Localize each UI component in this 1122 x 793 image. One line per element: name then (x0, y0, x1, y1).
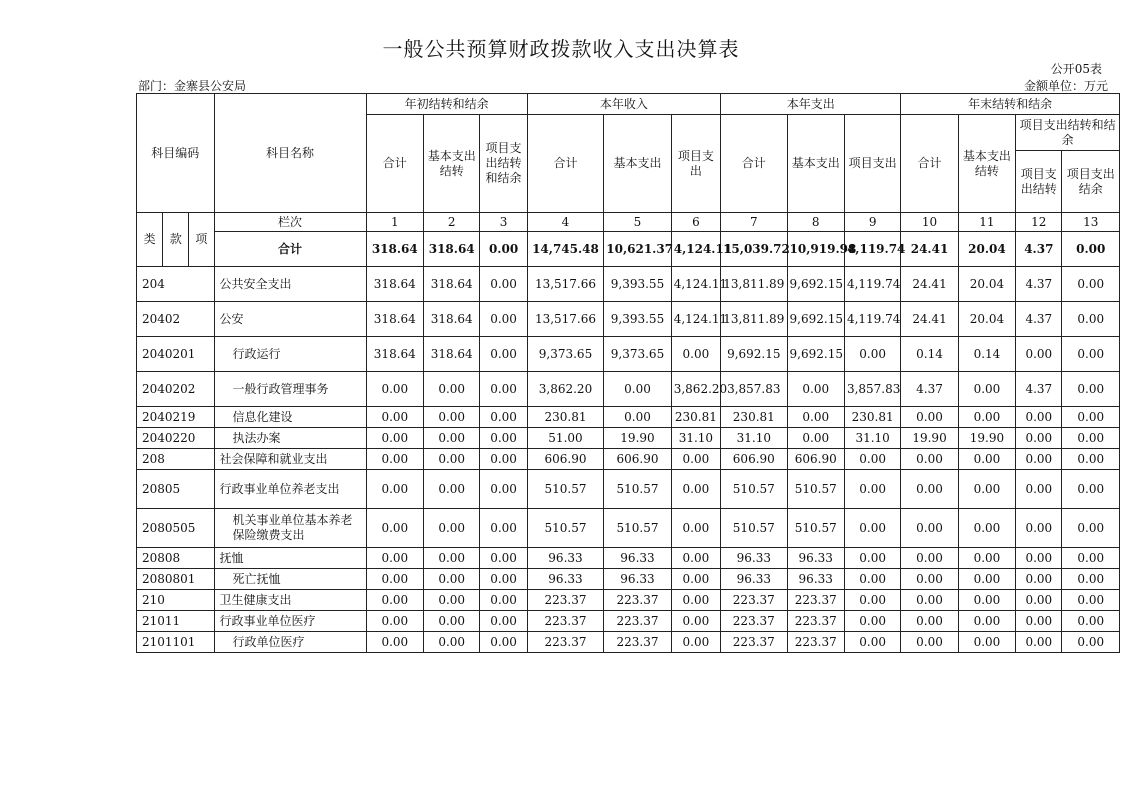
table-row (137, 548, 1120, 569)
row-value: 0.00 (844, 470, 900, 509)
row-value: 0.00 (1062, 548, 1120, 569)
row-value: 13,811.89 (721, 302, 787, 337)
row-value: 4,124.11 (671, 267, 720, 302)
row-value: 0.00 (366, 407, 423, 428)
row-value: 223.37 (527, 632, 604, 653)
row-value: 3,862.20 (671, 372, 720, 407)
row-value: 19.90 (604, 428, 671, 449)
header-begin-project: 项目支出结转和结余 (480, 115, 527, 213)
row-value: 0.00 (424, 470, 480, 509)
header-income-basic: 基本支出 (604, 115, 671, 213)
row-name: 执法办案 (214, 428, 366, 449)
header-end-project-group: 项目支出结转和结余 (1016, 115, 1120, 151)
row-value: 0.00 (671, 632, 720, 653)
table-row (137, 449, 1120, 470)
row-value: 0.00 (958, 407, 1015, 428)
row-value: 4.37 (901, 372, 958, 407)
row-value: 0.00 (480, 302, 527, 337)
row-value: 223.37 (527, 590, 604, 611)
row-code: 204 (137, 267, 215, 302)
row-value: 0.00 (480, 632, 527, 653)
header-end-project-carry: 项目支出结转 (1016, 151, 1062, 213)
row-value: 0.00 (480, 337, 527, 372)
row-value: 0.14 (901, 337, 958, 372)
row-value: 9,373.65 (604, 337, 671, 372)
row-value: 51.00 (527, 428, 604, 449)
row-value: 0.00 (787, 428, 844, 449)
col-number: 4 (527, 213, 604, 232)
row-value: 0.00 (671, 590, 720, 611)
row-code: 20808 (137, 548, 215, 569)
row-value: 0.00 (787, 372, 844, 407)
row-value: 96.33 (527, 548, 604, 569)
row-value: 0.00 (1062, 470, 1120, 509)
row-value: 0.00 (844, 449, 900, 470)
row-code: 2040220 (137, 428, 215, 449)
col-number: 2 (424, 213, 480, 232)
table-row (137, 372, 1120, 407)
row-code: 21011 (137, 611, 215, 632)
row-value: 0.00 (424, 407, 480, 428)
row-value: 0.00 (901, 632, 958, 653)
budget-table (136, 93, 1120, 653)
row-value: 4.37 (1016, 372, 1062, 407)
total-cell: 15,039.72 (721, 232, 787, 267)
row-value: 0.00 (1062, 449, 1120, 470)
row-value: 318.64 (366, 302, 423, 337)
row-value: 0.00 (901, 470, 958, 509)
total-cell: 4,119.74 (844, 232, 900, 267)
row-name: 公安 (214, 302, 366, 337)
row-value: 0.00 (901, 548, 958, 569)
row-value: 24.41 (901, 302, 958, 337)
row-name: 行政事业单位医疗 (214, 611, 366, 632)
total-cell: 318.64 (366, 232, 423, 267)
col-number: 11 (958, 213, 1015, 232)
header-group-expense: 本年支出 (721, 94, 901, 115)
row-value: 318.64 (366, 267, 423, 302)
row-value: 318.64 (424, 302, 480, 337)
row-value: 0.00 (1016, 632, 1062, 653)
row-value: 13,811.89 (721, 267, 787, 302)
header-begin-basic: 基本支出结转 (424, 115, 480, 213)
row-value: 0.00 (366, 470, 423, 509)
header-end-total: 合计 (901, 115, 958, 213)
row-value: 0.00 (671, 611, 720, 632)
row-value: 96.33 (527, 569, 604, 590)
row-value: 9,692.15 (787, 302, 844, 337)
row-value: 0.00 (366, 611, 423, 632)
row-value: 4,124.11 (671, 302, 720, 337)
row-value: 13,517.66 (527, 302, 604, 337)
row-value: 0.00 (1016, 428, 1062, 449)
row-value: 510.57 (604, 509, 671, 548)
col-number: 12 (1016, 213, 1062, 232)
row-value: 0.00 (1062, 569, 1120, 590)
row-value: 0.00 (604, 407, 671, 428)
row-value: 3,857.83 (721, 372, 787, 407)
row-code: 2080801 (137, 569, 215, 590)
col-number: 6 (671, 213, 720, 232)
row-value: 0.00 (1062, 509, 1120, 548)
col-number: 7 (721, 213, 787, 232)
header-name: 科目名称 (214, 94, 366, 213)
row-name: 机关事业单位基本养老保险缴费支出 (214, 509, 366, 548)
row-value: 0.00 (958, 509, 1015, 548)
row-value: 0.00 (424, 569, 480, 590)
row-value: 0.00 (787, 407, 844, 428)
row-value: 223.37 (721, 590, 787, 611)
row-value: 510.57 (721, 509, 787, 548)
table-row (137, 611, 1120, 632)
row-value: 0.00 (1062, 428, 1120, 449)
table-row (137, 267, 1120, 302)
row-value: 0.00 (1062, 632, 1120, 653)
row-value: 3,862.20 (527, 372, 604, 407)
row-value: 223.37 (604, 632, 671, 653)
row-value: 4.37 (1016, 267, 1062, 302)
row-name: 公共安全支出 (214, 267, 366, 302)
row-value: 0.00 (480, 590, 527, 611)
header-end-project-surplus: 项目支出结余 (1062, 151, 1120, 213)
row-value: 510.57 (721, 470, 787, 509)
row-value: 0.00 (671, 548, 720, 569)
row-value: 0.00 (424, 548, 480, 569)
total-cell: 24.41 (901, 232, 958, 267)
total-cell: 4.37 (1016, 232, 1062, 267)
row-value: 13,517.66 (527, 267, 604, 302)
row-code: 208 (137, 449, 215, 470)
row-value: 0.00 (901, 611, 958, 632)
table-row (137, 302, 1120, 337)
row-value: 0.00 (366, 569, 423, 590)
header-group-income: 本年收入 (527, 94, 720, 115)
row-value: 0.00 (480, 372, 527, 407)
row-value: 510.57 (604, 470, 671, 509)
row-value: 96.33 (604, 548, 671, 569)
row-name: 行政单位医疗 (214, 632, 366, 653)
row-value: 0.00 (480, 509, 527, 548)
total-cell: 0.00 (1062, 232, 1120, 267)
row-value: 0.00 (671, 337, 720, 372)
col-number: 13 (1062, 213, 1120, 232)
header-expense-basic: 基本支出 (787, 115, 844, 213)
row-value: 9,393.55 (604, 302, 671, 337)
row-value: 223.37 (787, 611, 844, 632)
row-value: 96.33 (604, 569, 671, 590)
col-number: 8 (787, 213, 844, 232)
header-code: 科目编码 (137, 94, 215, 213)
row-value: 0.00 (1016, 569, 1062, 590)
row-value: 0.00 (1016, 449, 1062, 470)
table-row (137, 337, 1120, 372)
row-value: 318.64 (424, 267, 480, 302)
row-value: 0.00 (424, 590, 480, 611)
row-value: 0.00 (366, 509, 423, 548)
row-value: 19.90 (958, 428, 1015, 449)
row-value: 0.00 (1016, 548, 1062, 569)
row-value: 20.04 (958, 302, 1015, 337)
row-name: 信息化建设 (214, 407, 366, 428)
row-value: 223.37 (604, 611, 671, 632)
row-value: 0.00 (844, 590, 900, 611)
row-value: 4.37 (1016, 302, 1062, 337)
row-value: 510.57 (527, 509, 604, 548)
row-value: 96.33 (721, 569, 787, 590)
department-label: 部门：金寨县公安局 (138, 79, 247, 93)
row-value: 0.00 (844, 337, 900, 372)
col-number: 3 (480, 213, 527, 232)
row-value: 223.37 (527, 611, 604, 632)
total-cell: 10,621.37 (604, 232, 671, 267)
row-value: 24.41 (901, 267, 958, 302)
row-value: 0.00 (844, 569, 900, 590)
row-value: 96.33 (721, 548, 787, 569)
row-value: 0.00 (1062, 407, 1120, 428)
row-value: 0.00 (901, 590, 958, 611)
row-value: 0.00 (1062, 590, 1120, 611)
row-value: 0.00 (366, 632, 423, 653)
row-value: 0.00 (480, 267, 527, 302)
row-value: 0.00 (480, 407, 527, 428)
row-name: 行政事业单位养老支出 (214, 470, 366, 509)
unit-label: 金额单位：万元 (1023, 79, 1108, 93)
header-begin-total: 合计 (366, 115, 423, 213)
row-code: 2040219 (137, 407, 215, 428)
total-row-label: 合计 (214, 232, 366, 267)
total-cell: 10,919.98 (787, 232, 844, 267)
header-income-total: 合计 (527, 115, 604, 213)
row-code: 2101101 (137, 632, 215, 653)
row-value: 0.00 (958, 590, 1015, 611)
row-value: 0.00 (671, 449, 720, 470)
total-cell: 4,124.11 (671, 232, 720, 267)
row-value: 0.00 (480, 428, 527, 449)
row-value: 510.57 (527, 470, 604, 509)
header-lei: 类 (137, 213, 163, 267)
col-number: 10 (901, 213, 958, 232)
row-name: 行政运行 (214, 337, 366, 372)
row-value: 0.00 (844, 548, 900, 569)
table-row (137, 569, 1120, 590)
row-value: 0.00 (366, 372, 423, 407)
header-end-basic: 基本支出结转 (958, 115, 1015, 213)
row-value: 20.04 (958, 267, 1015, 302)
row-value: 606.90 (604, 449, 671, 470)
header-kuan: 款 (163, 213, 189, 267)
row-value: 0.00 (424, 509, 480, 548)
row-value: 223.37 (721, 611, 787, 632)
row-value: 96.33 (787, 569, 844, 590)
row-code: 2040201 (137, 337, 215, 372)
row-name: 死亡抚恤 (214, 569, 366, 590)
form-number: 公开05表 (1050, 62, 1102, 76)
total-cell: 14,745.48 (527, 232, 604, 267)
row-value: 223.37 (787, 590, 844, 611)
row-code: 2040202 (137, 372, 215, 407)
row-value: 0.00 (1016, 590, 1062, 611)
page-title: 一般公共预算财政拨款收入支出决算表 (382, 37, 740, 61)
row-value: 4,119.74 (844, 267, 900, 302)
row-value: 96.33 (787, 548, 844, 569)
row-value: 0.00 (366, 590, 423, 611)
row-value: 0.00 (1016, 470, 1062, 509)
row-name: 抚恤 (214, 548, 366, 569)
total-cell: 0.00 (480, 232, 527, 267)
row-value: 0.00 (958, 449, 1015, 470)
row-value: 0.00 (366, 428, 423, 449)
row-value: 0.00 (424, 372, 480, 407)
table-row (137, 470, 1120, 509)
header-expense-project: 项目支出 (844, 115, 900, 213)
row-value: 9,692.15 (721, 337, 787, 372)
row-value: 0.00 (424, 449, 480, 470)
row-value: 9,692.15 (787, 337, 844, 372)
header-expense-total: 合计 (721, 115, 787, 213)
col-number: 1 (366, 213, 423, 232)
row-value: 31.10 (844, 428, 900, 449)
row-code: 20402 (137, 302, 215, 337)
row-value: 0.00 (1062, 302, 1120, 337)
table-row (137, 428, 1120, 449)
row-value: 0.00 (844, 611, 900, 632)
table-row (137, 632, 1120, 653)
total-cell: 20.04 (958, 232, 1015, 267)
row-value: 0.00 (480, 569, 527, 590)
row-value: 223.37 (787, 632, 844, 653)
header-group-begin: 年初结转和结余 (366, 94, 527, 115)
row-value: 0.00 (958, 548, 1015, 569)
row-value: 0.00 (1062, 337, 1120, 372)
row-value: 0.00 (480, 548, 527, 569)
row-value: 0.00 (901, 569, 958, 590)
col-number: 5 (604, 213, 671, 232)
row-value: 0.00 (366, 548, 423, 569)
row-value: 606.90 (527, 449, 604, 470)
row-value: 223.37 (721, 632, 787, 653)
row-value: 9,692.15 (787, 267, 844, 302)
row-value: 4,119.74 (844, 302, 900, 337)
row-code: 2080505 (137, 509, 215, 548)
row-value: 0.00 (901, 449, 958, 470)
row-value: 0.00 (958, 569, 1015, 590)
header-xiang: 项 (189, 213, 214, 267)
row-value: 0.00 (671, 569, 720, 590)
row-name: 一般行政管理事务 (214, 372, 366, 407)
row-value: 0.00 (424, 611, 480, 632)
row-value: 19.90 (901, 428, 958, 449)
row-code: 210 (137, 590, 215, 611)
row-value: 510.57 (787, 470, 844, 509)
table-row (137, 590, 1120, 611)
row-value: 9,393.55 (604, 267, 671, 302)
row-value: 3,857.83 (844, 372, 900, 407)
row-value: 0.00 (1016, 337, 1062, 372)
row-value: 0.00 (424, 632, 480, 653)
header-column-label: 栏次 (214, 213, 366, 232)
row-value: 0.00 (844, 509, 900, 548)
row-value: 0.00 (958, 632, 1015, 653)
row-value: 0.00 (480, 449, 527, 470)
row-value: 0.00 (480, 611, 527, 632)
header-group-end: 年末结转和结余 (901, 94, 1120, 115)
row-value: 0.00 (844, 632, 900, 653)
row-value: 0.14 (958, 337, 1015, 372)
row-value: 0.00 (1062, 372, 1120, 407)
table-row (137, 407, 1120, 428)
col-number: 9 (844, 213, 900, 232)
row-value: 230.81 (844, 407, 900, 428)
row-value: 606.90 (721, 449, 787, 470)
row-value: 230.81 (527, 407, 604, 428)
row-code: 20805 (137, 470, 215, 509)
row-value: 0.00 (604, 372, 671, 407)
row-value: 31.10 (671, 428, 720, 449)
row-value: 9,373.65 (527, 337, 604, 372)
row-value: 0.00 (958, 611, 1015, 632)
row-value: 230.81 (671, 407, 720, 428)
row-value: 0.00 (671, 470, 720, 509)
row-value: 606.90 (787, 449, 844, 470)
row-value: 0.00 (1062, 267, 1120, 302)
row-name: 社会保障和就业支出 (214, 449, 366, 470)
header-income-project: 项目支出 (671, 115, 720, 213)
row-value: 0.00 (424, 428, 480, 449)
row-value: 0.00 (1016, 611, 1062, 632)
row-value: 0.00 (958, 470, 1015, 509)
table-body (137, 267, 1120, 653)
row-value: 230.81 (721, 407, 787, 428)
row-value: 0.00 (1016, 509, 1062, 548)
table-row (137, 509, 1120, 548)
row-value: 0.00 (901, 509, 958, 548)
row-value: 223.37 (604, 590, 671, 611)
row-name: 卫生健康支出 (214, 590, 366, 611)
row-value: 0.00 (901, 407, 958, 428)
row-value: 0.00 (1016, 407, 1062, 428)
total-cell: 318.64 (424, 232, 480, 267)
row-value: 0.00 (1062, 611, 1120, 632)
row-value: 318.64 (424, 337, 480, 372)
row-value: 0.00 (366, 449, 423, 470)
row-value: 31.10 (721, 428, 787, 449)
row-value: 0.00 (671, 509, 720, 548)
row-value: 318.64 (366, 337, 423, 372)
row-value: 0.00 (958, 372, 1015, 407)
row-value: 0.00 (480, 470, 527, 509)
row-value: 510.57 (787, 509, 844, 548)
